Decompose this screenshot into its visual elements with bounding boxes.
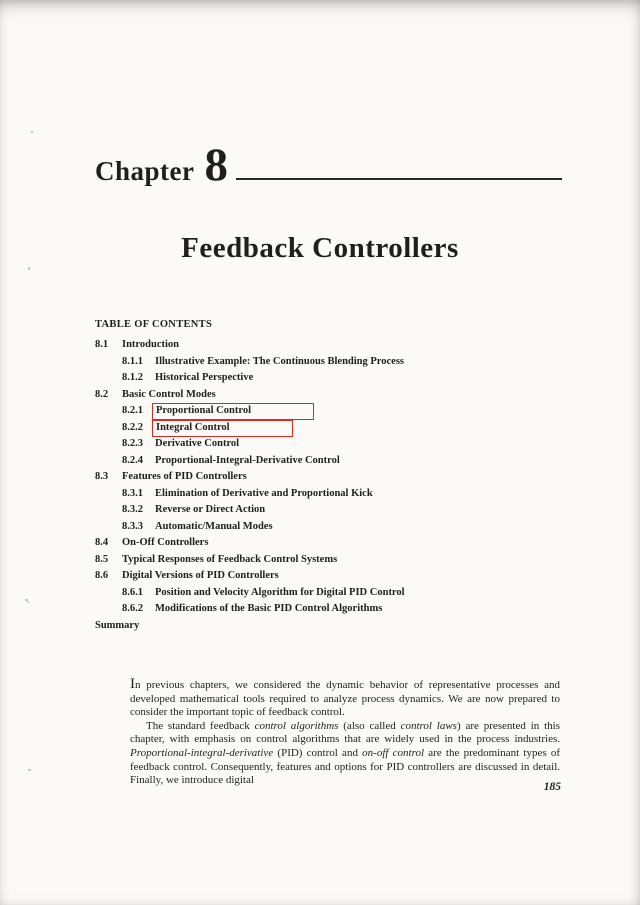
chapter-number: 8	[204, 139, 228, 191]
toc-item-label: Automatic/Manual Modes	[155, 520, 273, 532]
toc-item	[95, 502, 580, 519]
toc-item-number: 8.6	[95, 570, 109, 581]
toc-item-label: Summary	[95, 619, 140, 631]
body-text-italic: control laws	[400, 719, 457, 732]
toc-item-label: Proportional-Integral-Derivative Control	[155, 454, 340, 466]
toc-item	[95, 370, 580, 387]
toc-item-label: Illustrative Example: The Continuous Blending Process	[155, 355, 405, 367]
toc-item	[95, 337, 580, 354]
body-text-segment: ) are presented in this chapter, with emphasis on control algorithms that are widely used in the process industries.	[130, 719, 560, 746]
toc-item-label: Introduction	[122, 339, 179, 350]
scan-artifact	[28, 267, 30, 270]
toc-item-number: 8.2.4	[122, 454, 143, 466]
chapter-rule-line	[236, 178, 562, 181]
toc-item-label: Historical Perspective	[155, 372, 254, 383]
body-text-segment: In previous chapters, we considered the dynamic behavior of representative processes and developed mathematical tools required to analyze process dynamics. We are now prepared to consider the important topic of feedback control.	[130, 676, 560, 719]
toc-item-number: 8.5	[95, 553, 109, 565]
toc-item-number: 8.1	[95, 339, 109, 350]
toc-item	[95, 535, 580, 552]
toc-item	[95, 354, 580, 371]
body-text-italic: Proportional-integral-derivative	[130, 746, 274, 759]
body-text-italic: control algorithms	[254, 719, 339, 732]
toc-item-label: Digital Versions of PID Controllers	[122, 570, 279, 581]
toc-item-label: Elimination of Derivative and Proportional Kick	[155, 487, 373, 499]
toc-item-label: Position and Velocity Algorithm for Digital PID Control	[155, 586, 405, 598]
toc-item	[95, 420, 580, 437]
toc-item-label: On-Off Controllers	[122, 537, 209, 548]
toc-item	[95, 387, 580, 404]
body-text-italic: on-off control	[362, 746, 425, 759]
toc-item-number: 8.2.1	[122, 405, 143, 416]
body-text-segment: The standard feedback	[146, 719, 255, 732]
body-paragraph	[130, 720, 560, 788]
toc-item	[95, 601, 580, 618]
body-text-segment: (also called	[338, 719, 401, 732]
body-text	[130, 678, 560, 788]
toc-item-label: Typical Responses of Feedback Control Systems	[122, 553, 338, 565]
toc-item-number: 8.1.1	[122, 355, 143, 367]
toc-item	[95, 519, 580, 536]
toc-item-number: 8.4	[95, 537, 109, 548]
page-number: 185	[543, 781, 561, 793]
chapter-word: Chapter	[95, 156, 195, 186]
toc-item-label: Modifications of the Basic PID Control Algorithms	[155, 603, 383, 614]
toc-item	[95, 436, 580, 453]
table-of-contents	[95, 319, 580, 634]
toc-item	[95, 486, 580, 503]
toc-item	[95, 618, 580, 635]
body-text-segment: are the predominant types of feedback control. Consequently, features and options for PID controllers are discussed in detail. Finally, we introduce digital	[130, 746, 560, 787]
toc-heading: TABLE OF CONTENTS	[95, 319, 213, 330]
toc-item-label: Basic Control Modes	[122, 388, 216, 400]
toc-item-label: Reverse or Direct Action	[155, 504, 266, 515]
toc-item-number: 8.3	[95, 471, 109, 482]
toc-item	[95, 568, 580, 585]
toc-item	[95, 469, 580, 486]
toc-item-label: Features of PID Controllers	[122, 471, 247, 482]
page-title: Feedback Controllers	[181, 232, 459, 264]
toc-item-label-highlighted: Integral Control	[152, 420, 293, 437]
toc-list	[95, 337, 580, 634]
toc-item-number: 8.3.3	[122, 520, 143, 532]
toc-item-number: 8.6.1	[122, 586, 143, 598]
scan-artifact	[27, 601, 29, 603]
toc-item-number: 8.1.2	[122, 372, 143, 383]
toc-item-number: 8.2.2	[122, 421, 143, 433]
toc-item	[95, 453, 580, 470]
toc-item-number: 8.2	[95, 388, 109, 400]
toc-item	[95, 552, 580, 569]
body-paragraph	[130, 678, 560, 720]
toc-item	[95, 403, 580, 420]
toc-item-number: 8.6.2	[122, 603, 143, 614]
chapter-heading	[95, 0, 562, 192]
toc-item	[95, 585, 580, 602]
body-text-segment: (PID) control and	[273, 746, 363, 759]
toc-item-number: 8.2.3	[122, 438, 143, 449]
toc-item-label-highlighted: Proportional Control	[152, 403, 314, 420]
scan-artifact	[28, 769, 31, 771]
toc-item-number: 8.3.2	[122, 504, 143, 515]
toc-item-label: Derivative Control	[155, 438, 240, 449]
scan-artifact	[31, 131, 33, 133]
toc-item-number: 8.3.1	[122, 487, 143, 499]
